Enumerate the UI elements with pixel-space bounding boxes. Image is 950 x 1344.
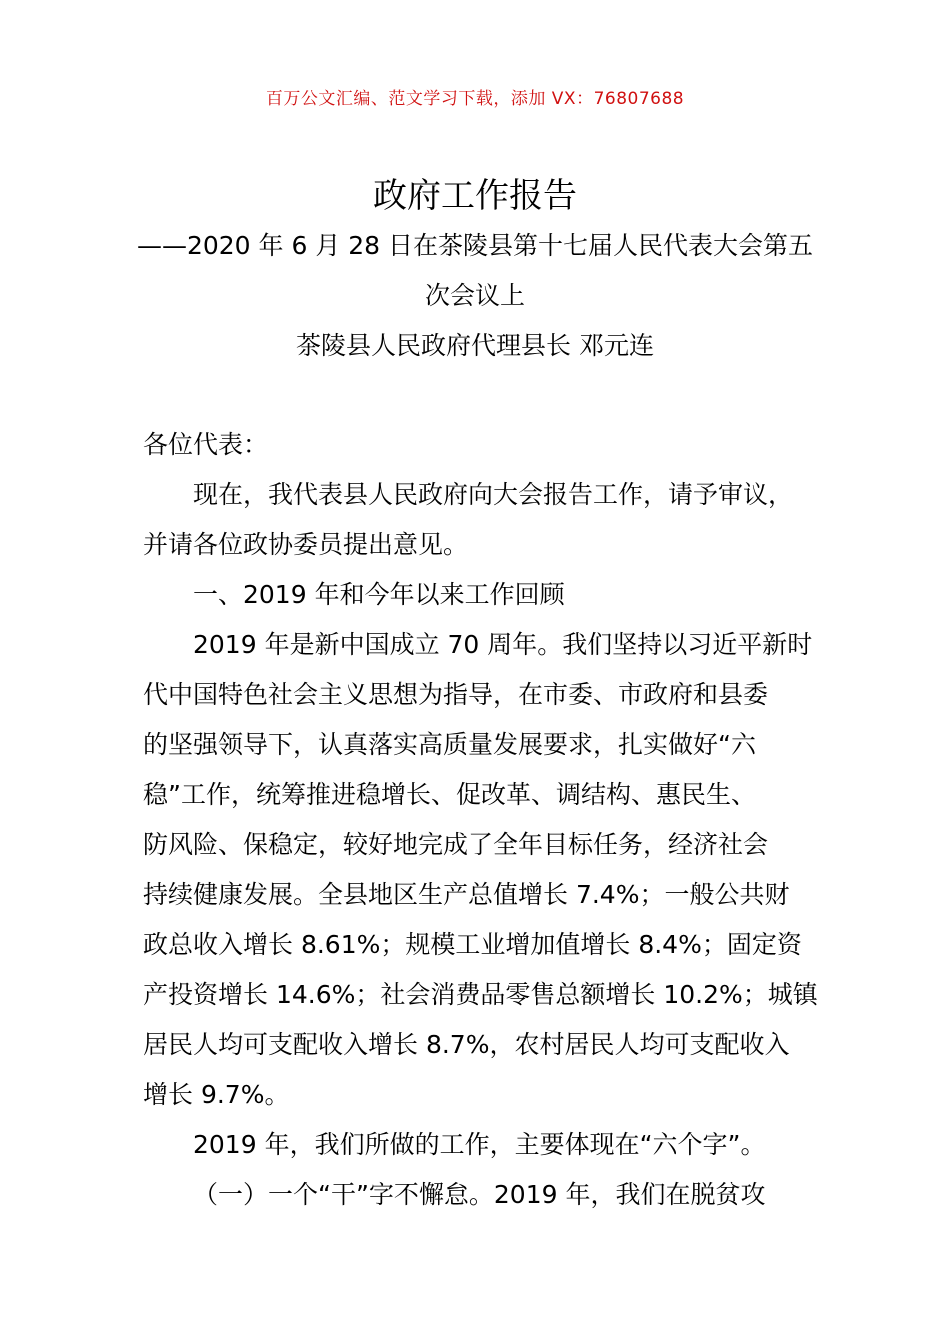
intro-paragraph (143, 470, 813, 520)
subtitle-line-1: ——2020 年 6 月 28 日在茶陵县第十七届人民代表大会第五 (136, 231, 814, 260)
paragraph-line: 稳”工作，统筹推进稳增长、促改革、调结构、惠民生、 (143, 780, 756, 809)
salutation: 各位代表： (143, 430, 269, 459)
author-line: 茶陵县人民政府代理县长 邓元连 (296, 331, 654, 360)
paragraph-2: 2019 年，我们所做的工作，主要体现在“六个字”。 (193, 1130, 766, 1159)
paragraph-line: 政总收入增长 8.61%；规模工业增加值增长 8.4%；固定资 (143, 930, 802, 959)
paragraph-line: 增长 9.7%。 (143, 1080, 290, 1109)
header-banner: 百万公文汇编、范文学习下载，添加 VX：76807688 (265, 89, 685, 109)
intro-line: 并请各位政协委员提出意见。 (143, 530, 469, 559)
intro-paragraph-continued (143, 520, 813, 570)
document-body (143, 420, 818, 1220)
subtitle-line-2: 次会议上 (424, 281, 525, 310)
paragraph-line: 持续健康发展。全县地区生产总值增长 7.4%；一般公共财 (143, 880, 790, 909)
paragraph-line: 代中国特色社会主义思想为指导，在市委、市政府和县委 (143, 680, 769, 709)
paragraph-line: 的坚强领导下，认真落实高质量发展要求，扎实做好“六 (143, 730, 756, 759)
paragraph-1 (143, 620, 818, 1120)
paragraph-line: 产投资增长 14.6%；社会消费品零售总额增长 10.2%；城镇 (143, 980, 818, 1009)
section-heading: 一、2019 年和今年以来工作回顾 (193, 580, 565, 609)
paragraph-line: 居民人均可支配收入增长 8.7%，农村居民人均可支配收入 (143, 1030, 790, 1059)
paragraph-line: 2019 年是新中国成立 70 周年。我们坚持以习近平新时 (193, 630, 813, 659)
paragraph-line: 防风险、保稳定，较好地完成了全年目标任务，经济社会 (143, 830, 769, 859)
page-title: 政府工作报告 (373, 176, 577, 216)
intro-line: 现在，我代表县人民政府向大会报告工作，请予审议， (193, 480, 794, 509)
paragraph-3: （一）一个“干”字不懈怠。2019 年，我们在脱贫攻 (193, 1180, 766, 1209)
